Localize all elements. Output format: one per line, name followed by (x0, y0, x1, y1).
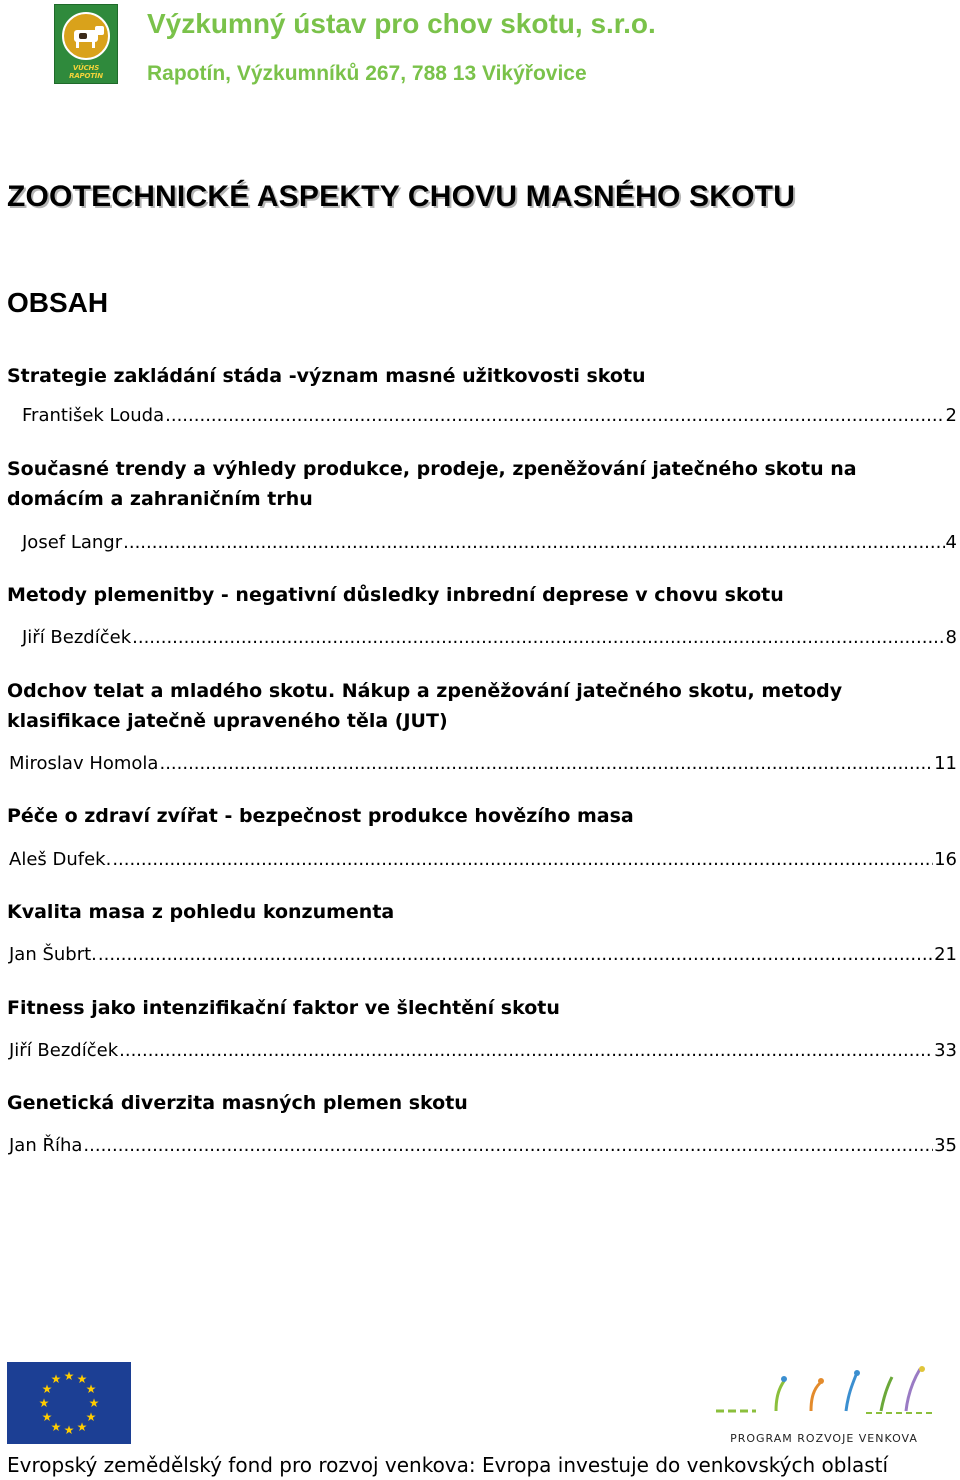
svg-text:★: ★ (85, 1382, 97, 1396)
toc-entry-author: Josef Langr (22, 532, 123, 553)
toc-entry-page: 33 (934, 1040, 957, 1061)
svg-text:★: ★ (41, 1410, 53, 1424)
toc-entry-author: Jan Šubrt. (9, 944, 97, 965)
toc-entry-author: Jan Říha (9, 1135, 83, 1156)
toc-entry-author: Jiří Bezdíček (9, 1040, 119, 1061)
toc-dot-leader (98, 944, 933, 965)
toc-entry-title: Odchov telat a mladého skotu. Nákup a zpeněžování jatečného skotu, metody klasifikace jatečně upraveného těla (JUT) (7, 680, 843, 732)
svg-text:★: ★ (50, 1372, 62, 1386)
toc-entry-line[interactable] (9, 846, 957, 870)
organization-address: Rapotín, Výzkumníků 267, 788 13 Vikýřovice (147, 62, 587, 85)
footer-text: Evropský zemědělský fond pro rozvoj venkova: Evropa investuje do venkovských oblastí (7, 1453, 889, 1477)
toc-entry-author: Aleš Dufek. (9, 849, 112, 870)
toc-dot-leader (132, 627, 944, 648)
eu-flag-icon (7, 1362, 131, 1444)
toc-entry-title: Současné trendy a výhledy produkce, prodeje, zpeněžování jatečného skotu na domácím a zahraničním trhu (7, 458, 857, 510)
logo-disc (62, 12, 110, 60)
toc-entry-line[interactable] (9, 941, 957, 965)
toc-entry-line[interactable] (9, 1037, 957, 1061)
toc-entry-page: 2 (945, 405, 957, 426)
toc-entry-line[interactable] (22, 402, 957, 426)
toc-entry-page: 21 (934, 944, 957, 965)
logo-brand-text: VÚCHS RAPOTÍN (69, 64, 103, 80)
toc-entry-author: Miroslav Homola (9, 753, 159, 774)
toc-entry-page: 4 (945, 532, 957, 553)
toc-heading: OBSAH (7, 287, 109, 318)
svg-text:★: ★ (63, 1369, 75, 1383)
svg-text:★: ★ (76, 1420, 88, 1434)
svg-text:★: ★ (76, 1372, 88, 1386)
toc-dot-leader (83, 1135, 933, 1156)
toc-entry-title: Kvalita masa z pohledu konzumenta (7, 901, 395, 923)
sprout-graphic-icon (716, 1365, 932, 1427)
svg-text:★: ★ (41, 1382, 53, 1396)
svg-text:★: ★ (63, 1423, 75, 1437)
toc-dot-leader (123, 532, 944, 553)
toc-dot-leader (165, 405, 944, 426)
toc-dot-leader (112, 849, 933, 870)
toc-entry-line[interactable] (22, 529, 957, 553)
toc-dot-leader (159, 753, 933, 774)
toc-entry-line[interactable] (9, 1132, 957, 1156)
toc-entry-line[interactable] (22, 624, 957, 648)
institute-logo (54, 4, 118, 84)
toc-entry-title: Fitness jako intenzifikační faktor ve šlechtění skotu (7, 997, 560, 1019)
toc-entry-page: 16 (934, 849, 957, 870)
toc-entry-page: 8 (945, 627, 957, 648)
toc-entry-author: František Louda (22, 405, 165, 426)
toc-entry-page: 11 (934, 753, 957, 774)
toc-entry-title: Strategie zakládání stáda -význam masné užitkovosti skotu (7, 365, 646, 387)
program-label: PROGRAM ROZVOJE VENKOVA (730, 1432, 918, 1445)
svg-text:★: ★ (85, 1410, 97, 1424)
toc-dot-leader (119, 1040, 933, 1061)
organization-name: Výzkumný ústav pro chov skotu, s.r.o. (147, 8, 656, 39)
toc-entry-title: Metody plemenitby - negativní důsledky inbrední deprese v chovu skotu (7, 584, 784, 606)
svg-text:★: ★ (88, 1396, 100, 1410)
toc-entry-title: Péče o zdraví zvířat - bezpečnost produkce hovězího masa (7, 805, 634, 827)
svg-text:★: ★ (50, 1420, 62, 1434)
program-logo (716, 1365, 932, 1445)
toc-entry-line[interactable] (9, 750, 957, 774)
document-title: ZOOTECHNICKÉ ASPEKTY CHOVU MASNÉHO SKOTU (7, 180, 796, 213)
svg-text:★: ★ (38, 1396, 50, 1410)
toc-entry-page: 35 (934, 1135, 957, 1156)
toc-entry-title: Genetická diverzita masných plemen skotu (7, 1092, 468, 1114)
toc-entry-author: Jiří Bezdíček (22, 627, 132, 648)
eu-stars-icon (7, 1362, 131, 1444)
